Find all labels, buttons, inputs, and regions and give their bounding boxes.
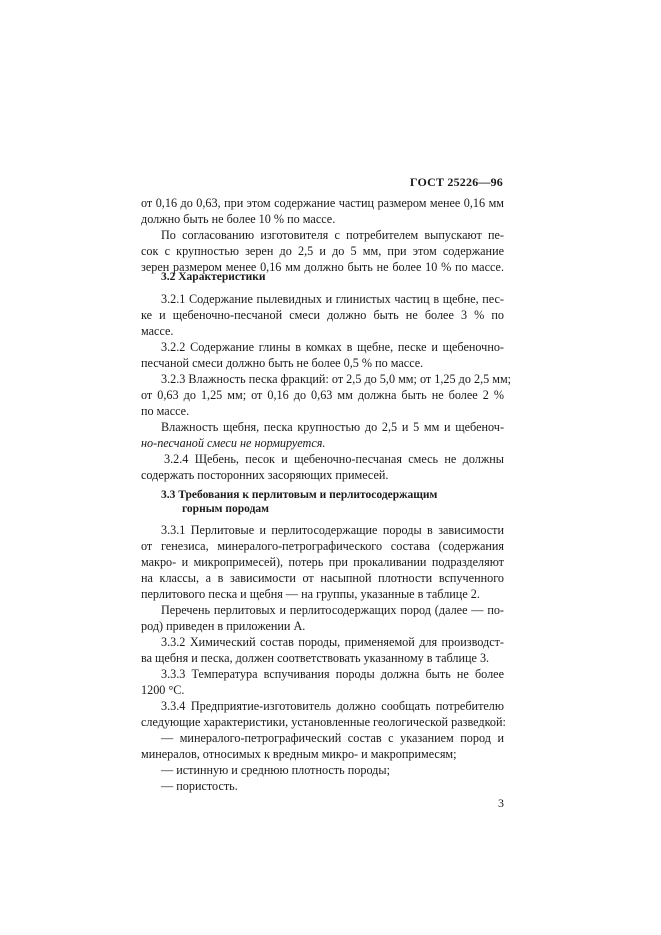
section-heading-3-3-cont: горным породам: [182, 503, 269, 515]
text-line: ке и щебеночно-песчаной смеси должно быть не более 3 % по: [141, 308, 504, 322]
text-line: сок с крупностью зерен до 2,5 и до 5 мм, при этом содержание: [141, 244, 504, 258]
text-line: макро- и микропримесей), потерь при прокаливании подразделяют: [141, 555, 504, 569]
text-line: род) приведен в приложении А.: [141, 619, 306, 633]
standard-code-header: ГОСТ 25226—96: [409, 175, 503, 189]
text-line: 3.3.2 Химический состав породы, применяемой для производст-: [161, 635, 504, 649]
text-line: от генезиса, минералого-петрографического состава (содержания: [141, 539, 504, 553]
text-line: песчаной смеси должно быть не более 0,5 % по массе.: [141, 356, 424, 370]
text-line: Влажность щебня, песка крупностью до 2,5 и 5 мм и щебеноч-: [161, 420, 504, 434]
text-line: 3.3.1 Перлитовые и перлитосодержащие породы в зависимости: [161, 523, 504, 537]
list-item: минералов, относимых к вредным микро- и макропримесям;: [141, 747, 457, 761]
section-heading-3-3: 3.3 Требования к перлитовым и перлитосодержащим: [161, 489, 438, 501]
list-item: — пористость.: [161, 779, 238, 793]
text-line: но-песчаной смеси не нормируется.: [141, 436, 326, 450]
text-line: на классы, а в зависимости от насыпной плотности вспученного: [141, 571, 504, 585]
text-line: содержать посторонних засоряющих примесей.: [141, 468, 389, 482]
text-line: следующие характеристики, установленные геологической разведкой:: [141, 715, 506, 729]
text-line: по массе.: [141, 404, 190, 418]
text-line: ва щебня и песка, должен соответствовать указанному в таблице 3.: [141, 651, 490, 665]
list-item: — истинную и среднюю плотность породы;: [161, 763, 390, 777]
text-line: перлитового песка и щебня — на группы, указанные в таблице 2.: [141, 587, 480, 601]
list-item: — минералого-петрографический состав с указанием пород и: [161, 731, 504, 745]
text-line: должно быть не более 10 % по массе.: [141, 212, 336, 226]
text-line: массе.: [141, 324, 174, 338]
text-line: зерен размером менее 0,16 мм должно быть не более 10 % по массе.: [141, 260, 504, 274]
text-line: 3.2.3 Влажность песка фракций: от 2,5 до 5,0 мм; от 1,25 до 2,5 мм;: [161, 372, 512, 386]
text-line: Перечень перлитовых и перлитосодержащих пород (далее — по-: [161, 603, 504, 617]
page-number: 3: [498, 796, 504, 810]
text-line: 3.2.1 Содержание пылевидных и глинистых частиц в щебне, пес-: [161, 292, 504, 306]
section-heading-3-2: 3.2 Характеристики: [161, 271, 266, 283]
text-line: 3.2.2 Содержание глины в комках в щебне, песке и щебеночно-: [161, 340, 504, 354]
text-line: 3.3.3 Температура вспучивания породы должна быть не более: [161, 667, 504, 681]
text-line: от 0,16 до 0,63, при этом содержание частиц размером менее 0,16 мм: [141, 196, 504, 210]
text-line: 3.3.4 Предприятие-изготовитель должно сообщать потребителю: [161, 699, 504, 713]
text-line: По согласованию изготовителя с потребителем выпускают пе-: [161, 228, 504, 242]
text-line: 1200 °С.: [141, 683, 185, 697]
text-line: 3.2.4 Щебень, песок и щебеночно-песчаная смесь не должны: [164, 452, 504, 466]
text-line: от 0,63 до 1,25 мм; от 0,16 до 0,63 мм должна быть не более 2 %: [141, 388, 504, 402]
